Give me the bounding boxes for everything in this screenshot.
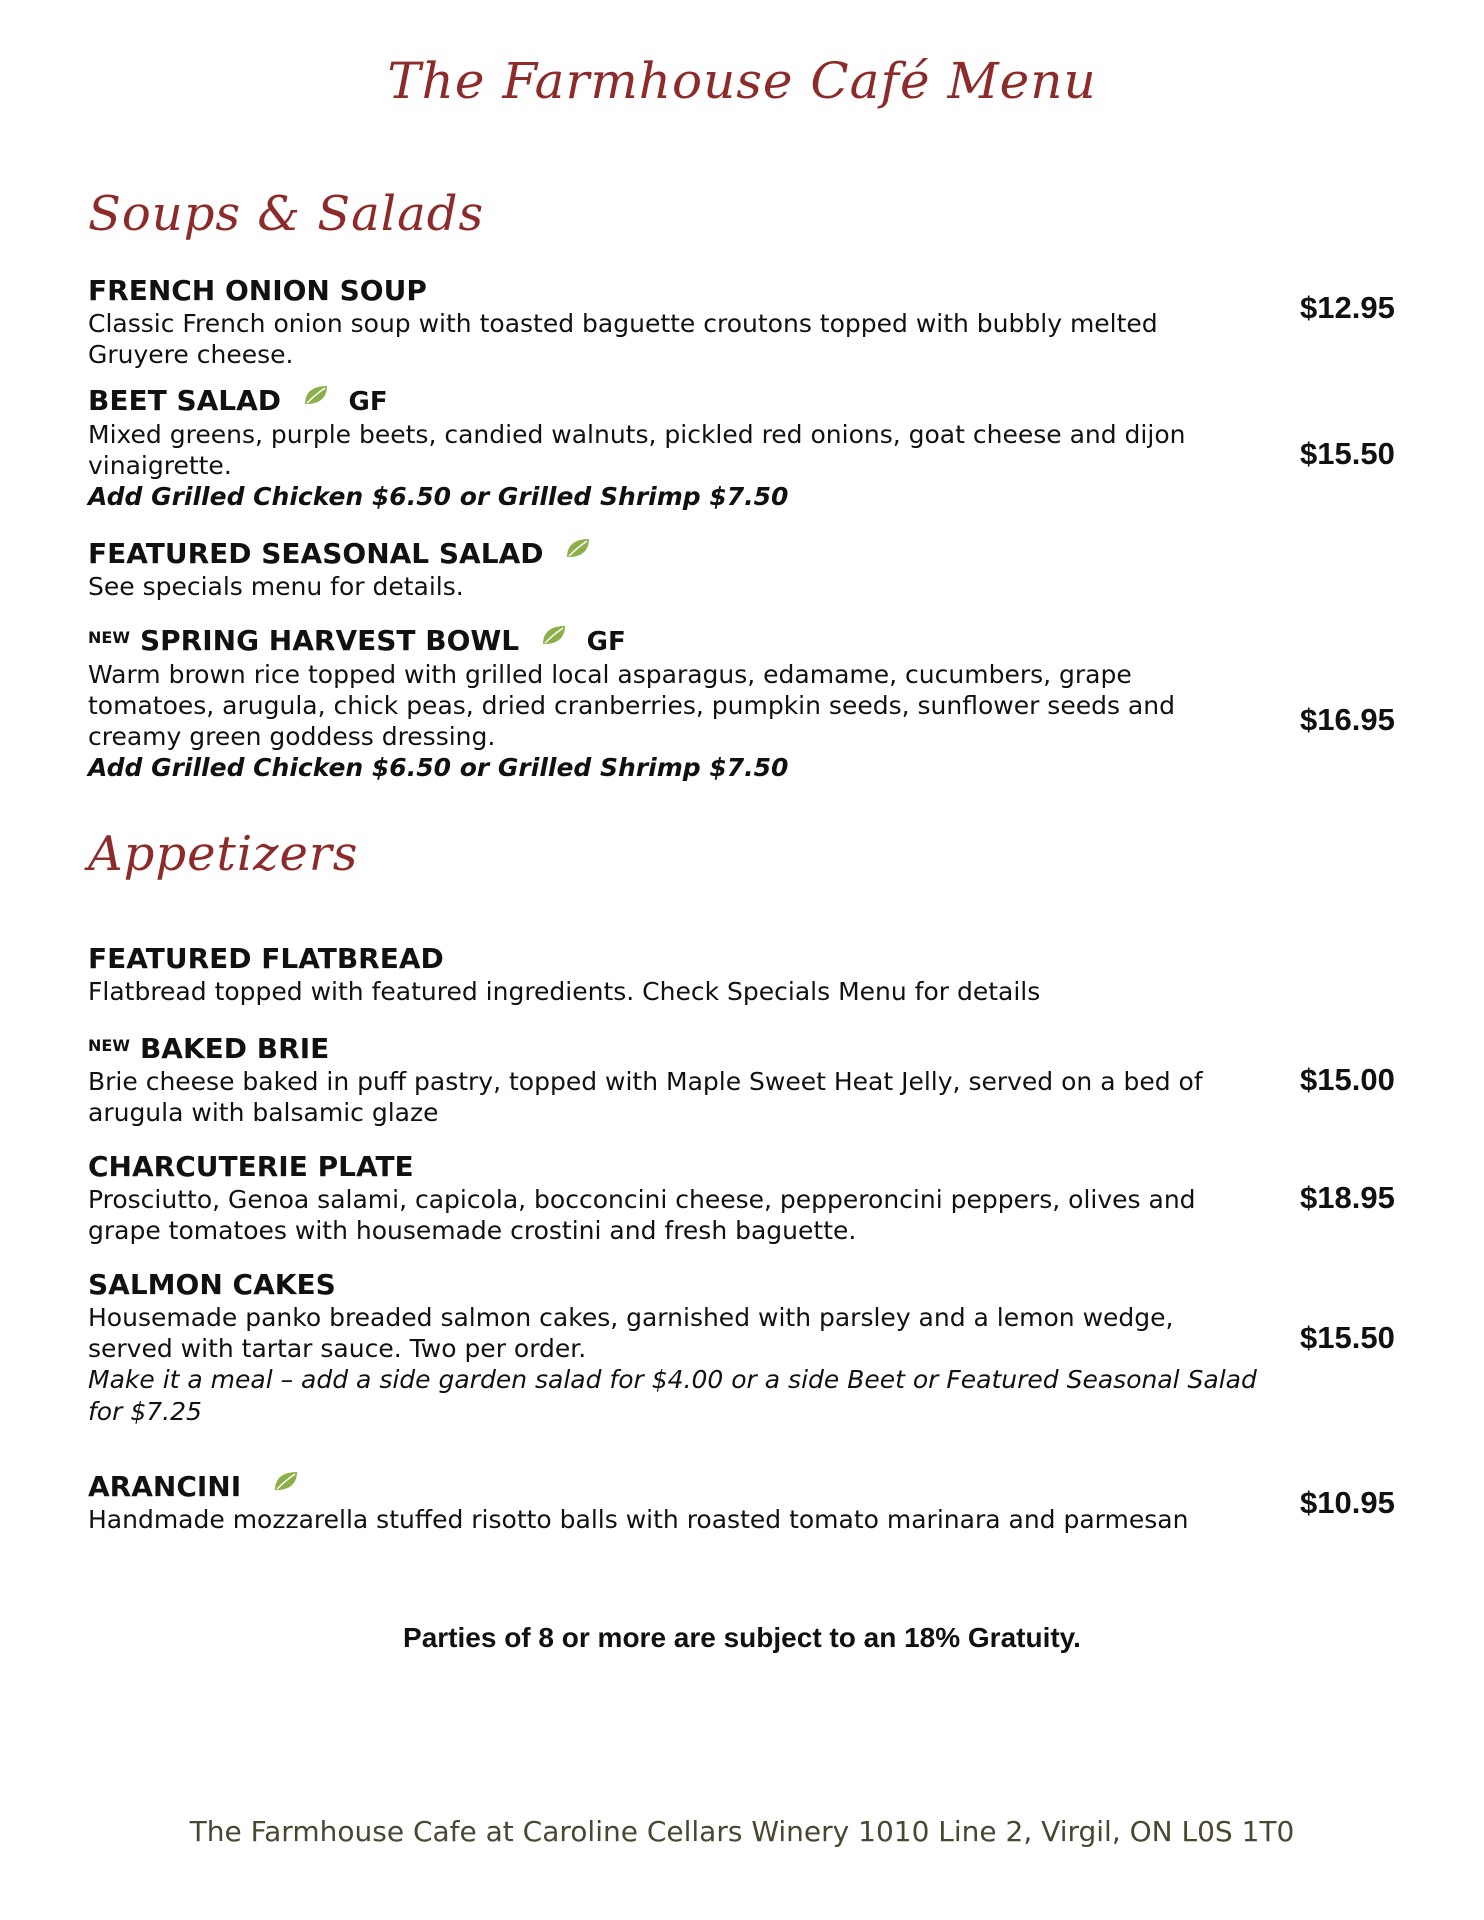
item-price-charcuterie-plate: $18.95 [1300,1180,1395,1215]
menu-item-arancini [88,1470,1253,1535]
menu-item-salmon-cakes [88,1268,1257,1428]
menu-item-french-onion-soup [88,274,1253,370]
item-description: Flatbread topped with featured ingredients. Check Specials Menu for details [88,977,1041,1006]
item-description: Warm brown rice topped with grilled local asparagus, edamame, cucumbers, grape tomatoes, arugula, chick peas, dried cranberries, pumpkin seeds, sunflower seeds and creamy green goddess dressing. [88,660,1175,751]
gluten-free-badge: GF [348,387,388,417]
leaf-icon [541,620,567,642]
item-price-salmon-cakes: $15.50 [1300,1320,1395,1355]
item-description: Handmade mozzarella stuffed risotto balls with roasted tomato marinara and parmesan [88,1505,1189,1534]
item-name: FEATURED SEASONAL SALAD [88,537,544,570]
menu-item-baked-brie [88,1032,1253,1128]
leaf-icon [303,380,329,402]
menu-item-charcuterie-plate [88,1150,1253,1246]
section-title-appetizers: Appetizers [88,826,359,882]
gratuity-note: Parties of 8 or more are subject to an 18% Gratuity. [403,1622,1081,1653]
item-price-arancini: $10.95 [1300,1485,1395,1520]
item-name: SPRING HARVEST BOWL [139,624,520,657]
new-badge: NEW [88,628,130,647]
item-name: BEET SALAD [88,384,282,417]
section-title-soups-salads: Soups & Salads [88,186,485,242]
item-addon: Add Grilled Chicken $6.50 or Grilled Shrimp $7.50 [88,753,789,782]
item-description: Housemade panko breaded salmon cakes, garnished with parsley and a lemon wedge, served with tartar sauce. Two per order. [88,1303,1174,1363]
item-description: Mixed greens, purple beets, candied walnuts, pickled red onions, goat cheese and dijon vinaigrette. [88,420,1186,480]
item-price-french-onion-soup: $12.95 [1300,290,1395,325]
item-addon: Make it a meal – add a side garden salad for $4.00 or a side Beet or Featured Seasonal Salad for $7.25 [88,1365,1257,1426]
page-title: The Farmhouse Café Menu [387,52,1097,110]
leaf-icon [273,1466,299,1488]
menu-item-spring-harvest-bowl [88,624,1253,783]
menu-item-featured-flatbread [88,942,1253,1007]
menu-item-beet-salad [88,384,1253,512]
item-name: ARANCINI [88,1470,242,1503]
new-badge: NEW [88,1036,130,1055]
item-description: Classic French onion soup with toasted baguette croutons topped with bubbly melted Gruyere cheese. [88,309,1158,369]
item-name: FRENCH ONION SOUP [88,274,427,307]
item-price-spring-harvest-bowl: $16.95 [1300,702,1395,737]
leaf-icon [565,533,591,555]
item-description: Prosciutto, Genoa salami, capicola, bocconcini cheese, pepperoncini peppers, olives and grape tomatoes with housemade crostini and fresh baguette. [88,1185,1196,1245]
item-description: Brie cheese baked in puff pastry, topped with Maple Sweet Heat Jelly, served on a bed of arugula with balsamic glaze [88,1067,1203,1127]
item-price-baked-brie: $15.00 [1300,1062,1395,1097]
menu-item-featured-seasonal-salad [88,537,1253,602]
item-name: BAKED BRIE [139,1032,330,1065]
item-name: SALMON CAKES [88,1268,336,1301]
item-name: FEATURED FLATBREAD [88,942,444,975]
gluten-free-badge: GF [586,627,626,657]
item-price-beet-salad: $15.50 [1300,436,1395,471]
item-name: CHARCUTERIE PLATE [88,1150,414,1183]
item-addon: Add Grilled Chicken $6.50 or Grilled Shrimp $7.50 [88,482,789,511]
footer-address: The Farmhouse Cafe at Caroline Cellars Winery 1010 Line 2, Virgil, ON L0S 1T0 [189,1815,1295,1848]
item-description: See specials menu for details. [88,572,464,601]
